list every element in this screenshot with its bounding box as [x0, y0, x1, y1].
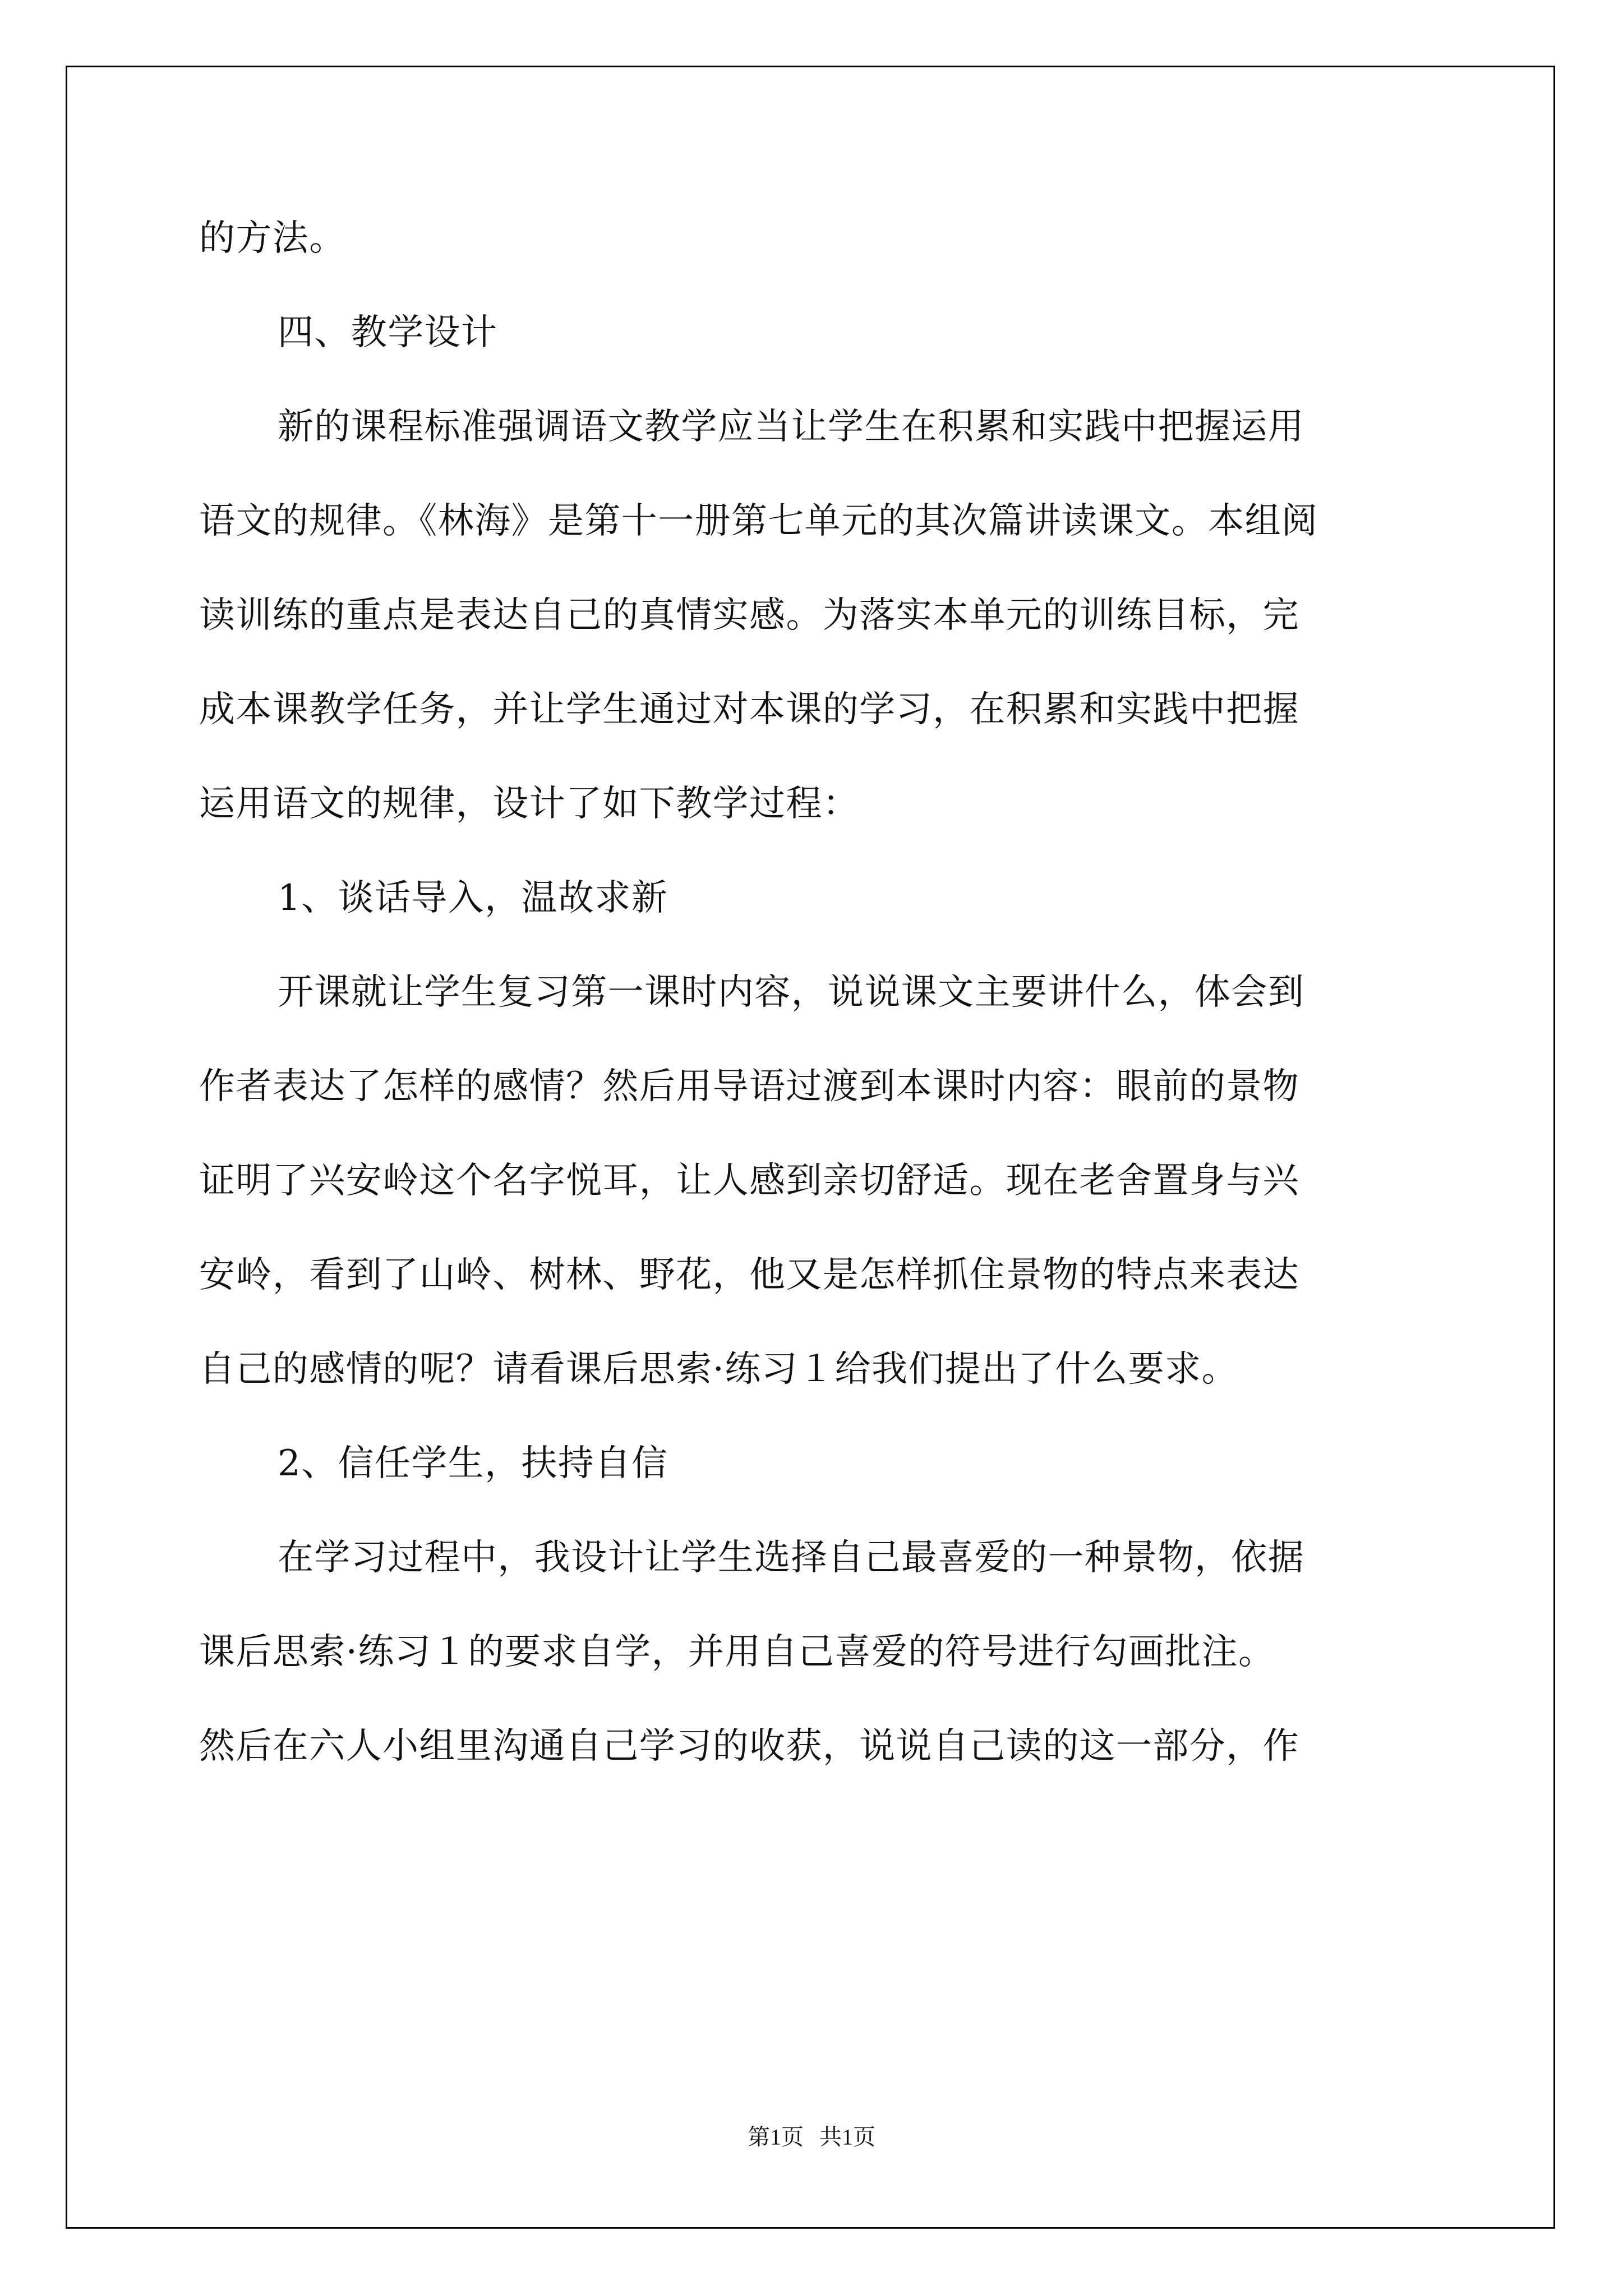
page-border [66, 66, 1555, 2229]
paragraph-line: 证明了兴安岭这个名字悦耳，让人感到亲切舒适。现在老舍置身与兴 [199, 1160, 1299, 1202]
paragraph-line: 运用语文的规律，设计了如下教学过程： [199, 783, 860, 825]
subsection-heading: 2、信任学生，扶持自信 [278, 1443, 668, 1484]
paragraph-line: 新的课程标准强调语文教学应当让学生在积累和实践中把握运用 [278, 406, 1305, 448]
paragraph-line: 然后在六人小组里沟通自己学习的收获，说说自己读的这一部分，作 [199, 1726, 1299, 1767]
paragraph-line: 在学习过程中，我设计让学生选择自己最喜爱的一种景物，依据 [278, 1537, 1305, 1579]
paragraph-line: 课后思索·练习１的要求自学，并用自己喜爱的符号进行勾画批注。 [199, 1631, 1275, 1673]
page-total: 共1页 [819, 2124, 875, 2150]
paragraph-line: 语文的规律。《林海》是第十一册第七单元的其次篇讲读课文。本组阅 [199, 500, 1318, 542]
paragraph-line: 作者表达了怎样的感情？然后用导语过渡到本课时内容：眼前的景物 [199, 1066, 1299, 1107]
paragraph-line: 的方法。 [199, 218, 346, 259]
subsection-heading: 1、谈话导入，温故求新 [278, 877, 668, 919]
section-heading: 四、教学设计 [278, 312, 498, 353]
page-footer [0, 2119, 1623, 2151]
paragraph-line: 开课就让学生复习第一课时内容，说说课文主要讲什么，体会到 [278, 972, 1305, 1013]
paragraph-line: 读训练的重点是表达自己的真情实感。为落实本单元的训练目标，完 [199, 595, 1299, 636]
paragraph-line: 安岭，看到了山岭、树林、野花，他又是怎样抓住景物的特点来表达 [199, 1254, 1299, 1296]
paragraph-line: 成本课教学任务，并让学生通过对本课的学习，在积累和实践中把握 [199, 689, 1299, 730]
paragraph-line: 自己的感情的呢？请看课后思索·练习１给我们提出了什么要求。 [199, 1349, 1238, 1390]
page-number: 第1页 [748, 2124, 804, 2150]
